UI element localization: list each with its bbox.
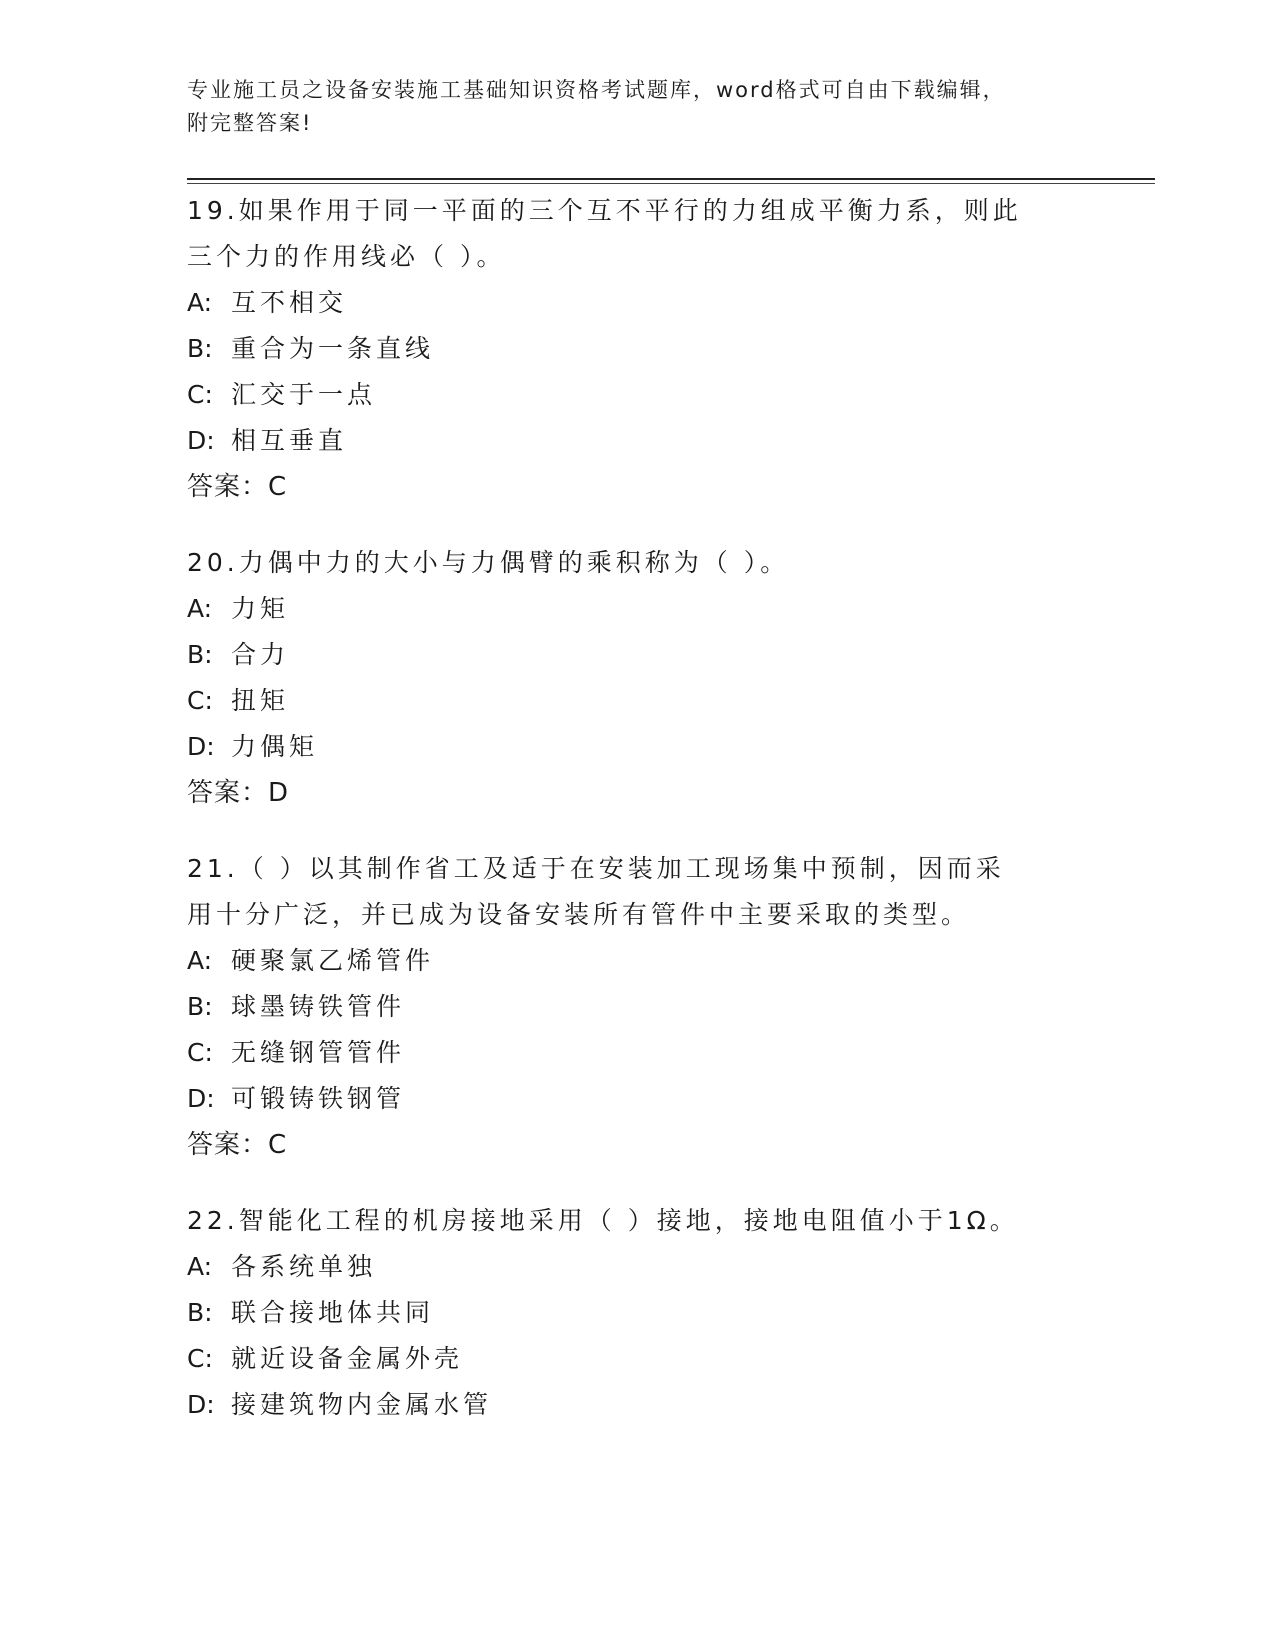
- option-c: [187, 1336, 1087, 1382]
- option-letter: B:: [187, 992, 213, 1021]
- option-d: [187, 418, 1087, 464]
- answer-line: 答案：D: [187, 778, 290, 808]
- option-c: [187, 1030, 1087, 1076]
- option-letter: A:: [187, 288, 213, 317]
- option-text: 无缝钢管管件: [231, 1038, 406, 1067]
- option-text: 可锻铸铁钢管: [231, 1084, 406, 1113]
- header-divider-thin: [187, 183, 1155, 184]
- question-stem: 20.力偶中力的大小与力偶臂的乘积称为（ ）。: [187, 548, 790, 577]
- option-b: [187, 326, 1087, 372]
- option-text: 扭矩: [231, 686, 290, 715]
- header-divider-thick: [187, 178, 1155, 180]
- option-text: 重合为一条直线: [231, 334, 435, 363]
- option-text: 接建筑物内金属水管: [231, 1390, 493, 1419]
- option-text: 力偶矩: [231, 732, 319, 761]
- question-list: [187, 188, 1087, 1458]
- option-c: [187, 678, 1087, 724]
- option-text: 合力: [231, 640, 290, 669]
- option-a: [187, 938, 1087, 984]
- option-letter: A:: [187, 1252, 213, 1281]
- question-19: [187, 188, 1087, 510]
- option-text: 就近设备金属外壳: [231, 1344, 464, 1373]
- option-text: 汇交于一点: [231, 380, 377, 409]
- option-text: 各系统单独: [231, 1252, 377, 1281]
- option-letter: D:: [187, 1390, 215, 1419]
- question-stem: 21.（ ）以其制作省工及适于在安装加工现场集中预制，因而采用十分广泛，并已成为设备安装所有管件中主要采取的类型。: [187, 854, 1005, 929]
- option-letter: C:: [187, 380, 213, 409]
- option-b: [187, 632, 1087, 678]
- option-letter: C:: [187, 1344, 213, 1373]
- option-d: [187, 1382, 1087, 1428]
- option-text: 联合接地体共同: [231, 1298, 435, 1327]
- header-line-2: 附完整答案!: [187, 111, 313, 135]
- question-stem: 22.智能化工程的机房接地采用（ ）接地，接地电阻值小于1Ω。: [187, 1206, 1019, 1235]
- option-b: [187, 984, 1087, 1030]
- question-stem: 19.如果作用于同一平面的三个互不平行的力组成平衡力系，则此三个力的作用线必（ ）。: [187, 196, 1022, 271]
- option-d: [187, 1076, 1087, 1122]
- option-a: [187, 1244, 1087, 1290]
- header-line-1: 专业施工员之设备安装施工基础知识资格考试题库，word格式可自由下载编辑，: [187, 78, 1006, 102]
- option-letter: D:: [187, 426, 215, 455]
- question-20: [187, 540, 1087, 816]
- answer-line: 答案：C: [187, 472, 288, 502]
- option-text: 相互垂直: [231, 426, 348, 455]
- option-text: 球墨铸铁管件: [231, 992, 406, 1021]
- option-a: [187, 586, 1087, 632]
- option-letter: D:: [187, 1084, 215, 1113]
- option-letter: B:: [187, 1298, 213, 1327]
- answer-line: 答案：C: [187, 1130, 288, 1160]
- option-letter: D:: [187, 732, 215, 761]
- option-letter: A:: [187, 594, 213, 623]
- option-d: [187, 724, 1087, 770]
- question-22: [187, 1198, 1087, 1428]
- option-text: 力矩: [231, 594, 290, 623]
- document-header: [187, 74, 1087, 140]
- option-letter: A:: [187, 946, 213, 975]
- option-letter: B:: [187, 640, 213, 669]
- option-text: 互不相交: [231, 288, 348, 317]
- option-letter: C:: [187, 1038, 213, 1067]
- option-a: [187, 280, 1087, 326]
- option-b: [187, 1290, 1087, 1336]
- option-letter: B:: [187, 334, 213, 363]
- question-21: [187, 846, 1087, 1168]
- option-letter: C:: [187, 686, 213, 715]
- option-text: 硬聚氯乙烯管件: [231, 946, 435, 975]
- option-c: [187, 372, 1087, 418]
